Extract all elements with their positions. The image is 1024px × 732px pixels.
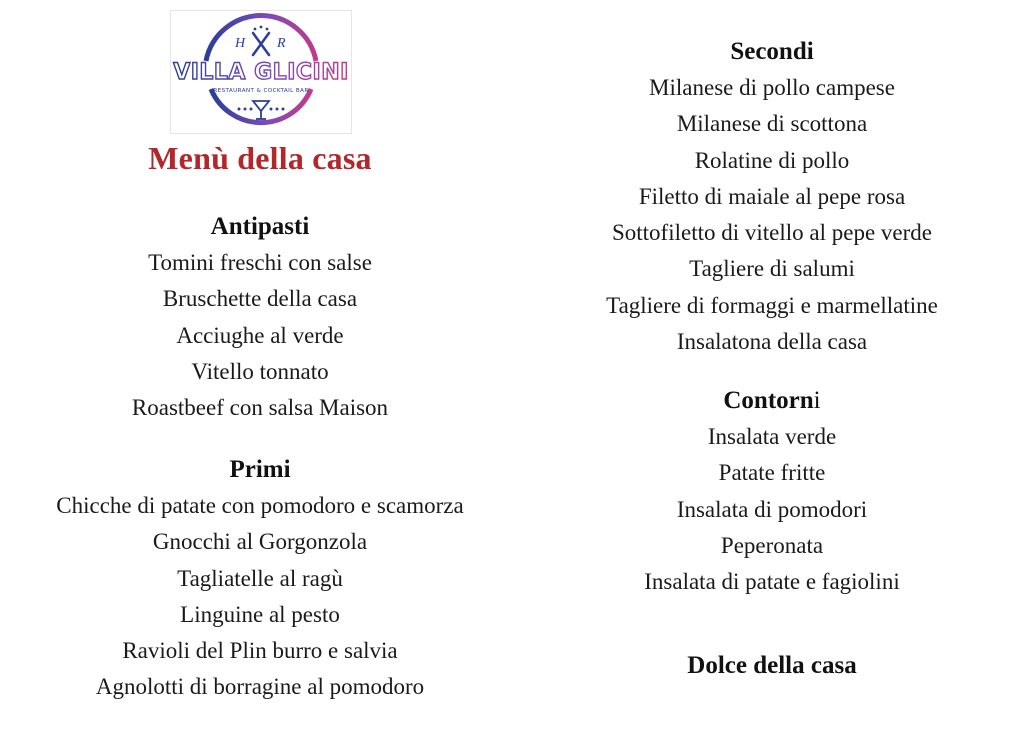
logo-name: VILLA GLICINI — [173, 60, 349, 85]
menu-title: Menù della casa — [148, 140, 372, 176]
menu-item: Patate fritte — [718, 460, 826, 486]
menu-item: Insalatona della casa — [676, 329, 868, 355]
section-dolce — [540, 648, 1004, 684]
section-title: Antipasti — [210, 213, 310, 240]
section-contorni — [540, 383, 1004, 600]
section-title-tail: i — [813, 387, 821, 414]
restaurant-logo — [170, 10, 352, 134]
section-primi — [20, 452, 500, 706]
menu-right-column — [540, 0, 1004, 732]
section-title: Primi — [229, 456, 291, 483]
menu-item: Rolatine di pollo — [694, 147, 850, 173]
menu-item: Gnocchi al Gorgonzola — [152, 529, 368, 555]
menu-item: Peperonata — [720, 532, 824, 558]
menu-item: Ravioli del Plin burro e salvia — [122, 638, 398, 664]
menu-item: Milanese di scottona — [676, 111, 868, 137]
fork-knife-icon — [253, 33, 269, 55]
menu-item: Roastbeef con salsa Maison — [131, 395, 389, 421]
menu-item: Tomini freschi con salse — [148, 250, 372, 275]
section-title: Dolce della casa — [687, 652, 857, 679]
dots-decoration-icon — [254, 26, 269, 31]
section-title: Secondi — [730, 38, 814, 65]
menu-item: Filetto di maiale al pepe rosa — [638, 183, 906, 209]
menu-item: Agnolotti di borragine al pomodoro — [95, 674, 425, 700]
section-title — [540, 383, 1004, 419]
menu-item: Insalata di patate e fagiolini — [644, 569, 900, 595]
section-secondi — [540, 34, 1004, 360]
menu-item: Insalata verde — [707, 424, 837, 449]
menu-item: Chicche di patate con pomodoro e scamorza — [56, 493, 464, 518]
menu-item: Vitello tonnato — [191, 358, 329, 384]
menu-item: Sottofiletto di vitello al pepe verde — [611, 220, 932, 246]
logo-initial-right: R — [277, 36, 286, 51]
menu-item: Acciughe al verde — [176, 322, 344, 348]
cocktail-glass-icon — [253, 101, 269, 119]
menu-item: Linguine al pesto — [180, 601, 340, 627]
menu-item: Tagliere di formaggi e marmellatine — [606, 292, 938, 318]
section-title-bold: Contorn — [723, 387, 814, 414]
logo-tagline: RESTAURANT & COCKTAIL BAR — [213, 88, 309, 94]
section-antipasti — [20, 209, 500, 426]
menu-item: Tagliere di salumi — [689, 256, 855, 282]
menu-left-column — [20, 0, 500, 732]
menu-item: Milanese di pollo campese — [649, 75, 895, 100]
menu-item: Bruschette della casa — [162, 286, 358, 312]
logo-initial-left: H — [235, 36, 246, 51]
menu-item: Insalata di pomodori — [676, 496, 868, 522]
menu-item: Tagliatelle al ragù — [177, 565, 343, 591]
